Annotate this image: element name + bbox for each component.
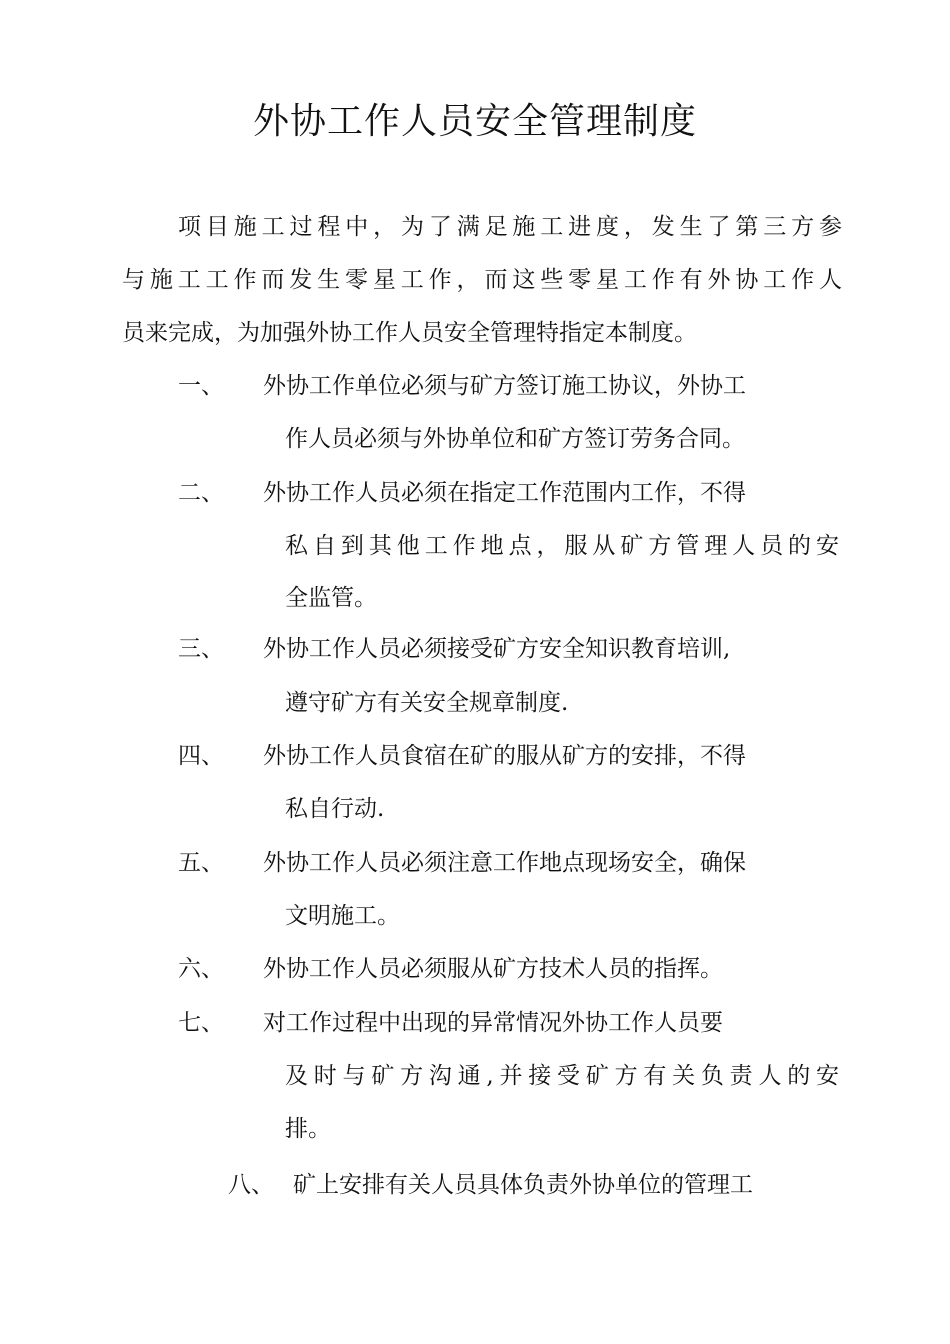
item-number: 三、 [178, 636, 224, 662]
item-number: 五、 [178, 850, 224, 876]
item-continuation: 排。 [285, 1116, 331, 1142]
item-number: 七、 [178, 1010, 224, 1036]
item-number: 四、 [178, 743, 224, 769]
item-number: 六、 [178, 956, 224, 982]
item-continuation: 作人员必须与外协单位和矿方签订劳务合同。 [285, 426, 745, 452]
item-text: 外协工作人员必须在指定工作范围内工作，不得 [263, 480, 746, 506]
item-continuation: 全监管。 [285, 585, 377, 611]
item-text: 矿上安排有关人员具体负责外协单位的管理工 [293, 1172, 753, 1198]
intro-paragraph [122, 201, 842, 360]
item-number: 一、 [178, 373, 224, 399]
item-text: 外协工作人员必须注意工作地点现场安全，确保 [263, 850, 746, 876]
item-continuation: 遵守矿方有关安全规章制度. [285, 690, 569, 716]
item-text: 外协工作人员必须服从矿方技术人员的指挥。 [263, 956, 723, 982]
item-continuation: 文明施工。 [285, 903, 400, 929]
document-title: 外协工作人员安全管理制度 [252, 101, 697, 142]
item-number: 八、 [228, 1172, 274, 1198]
item-text: 外协工作单位必须与矿方签订施工协议，外协工 [263, 373, 746, 399]
intro-line: 项目施工过程中，为了满足施工进度，发生了第三方参 [178, 214, 842, 240]
item-text: 外协工作人员必须接受矿方安全知识教育培训, [263, 636, 731, 662]
item-text: 对工作过程中出现的异常情况外协工作人员要 [263, 1010, 723, 1036]
item-continuation: 私自行动. [285, 796, 385, 822]
item-number: 二、 [178, 480, 224, 506]
item-continuation: 及时与矿方沟通,并接受矿方有关负责人的安 [285, 1063, 839, 1089]
intro-line: 员来完成，为加强外协工作人员安全管理特指定本制度。 [122, 320, 697, 346]
item-text: 外协工作人员食宿在矿的服从矿方的安排，不得 [263, 743, 746, 769]
item-continuation: 私自到其他工作地点，服从矿方管理人员的安 [285, 533, 839, 559]
intro-line: 与施工工作而发生零星工作，而这些零星工作有外协工作人 [122, 267, 842, 293]
